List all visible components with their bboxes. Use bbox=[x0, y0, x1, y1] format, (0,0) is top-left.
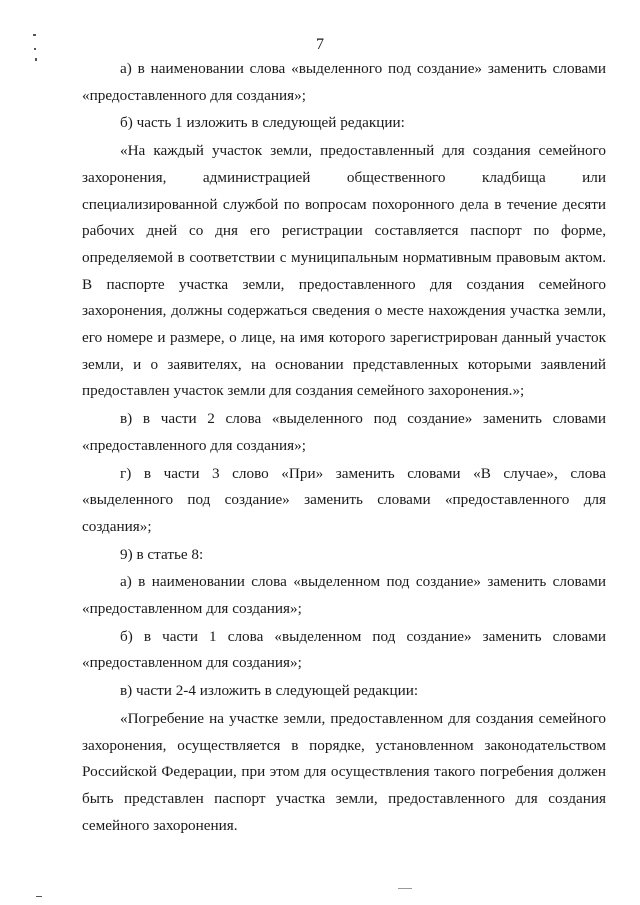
scan-mark bbox=[33, 34, 36, 36]
paragraph: а) в наименовании слова «выделенного под создание» заменить словами «предоставленного для создания»; bbox=[82, 60, 606, 104]
paragraph: 9) в статье 8: bbox=[120, 545, 204, 563]
scan-mark bbox=[36, 896, 42, 897]
scan-mark bbox=[34, 48, 36, 50]
paragraph: в) части 2-4 изложить в следующей редакции: bbox=[120, 682, 419, 700]
scan-mark bbox=[35, 58, 37, 61]
paragraph: «Погребение на участке земли, предоставленном для создания семейного захоронения, осуществляется в порядке, установленном законодательством Российской Федерации, при этом для осуществления такого погребения должен быть представлен паспорт участка земли, предоставленного для создания семейного захоронения. bbox=[82, 709, 606, 834]
paragraph: а) в наименовании слова «выделенном под создание» заменить словами «предоставленном для создания»; bbox=[82, 573, 606, 618]
paragraph: б) в части 1 слова «выделенном под создание» заменить словами «предоставленном для создания»; bbox=[82, 627, 606, 672]
paragraph: в) в части 2 слова «выделенного под создание» заменить словами «предоставленного для создания»; bbox=[82, 410, 606, 454]
paragraph: б) часть 1 изложить в следующей редакции: bbox=[120, 114, 405, 132]
scan-mark bbox=[398, 888, 412, 889]
paragraph: г) в части 3 слово «При» заменить словами «В случае», слова «выделенного под создание» заменить словами «предоставленного для создания»; bbox=[82, 464, 606, 535]
paragraph: «На каждый участок земли, предоставленный для создания семейного захоронения, администрацией общественного кладбища или специализированной службой по вопросам похоронного дела в течение десяти рабочих дней со дня его регистрации составляется паспорт по форме, определяемой в соответствии с муниципальным нормативным правовым актом. В паспорте участка земли, предоставленного для создания семейного захоронения, должны содержаться сведения о месте нахождения участка земли, его номере и размере, о лице, на имя которого зарегистрирован данный участок земли, и о заявителях, на основании представленных которыми заявлений предоставлен участок земли для создания семейного захоронения.»; bbox=[82, 142, 606, 400]
page-number: 7 bbox=[316, 36, 324, 53]
document-body bbox=[82, 56, 606, 839]
